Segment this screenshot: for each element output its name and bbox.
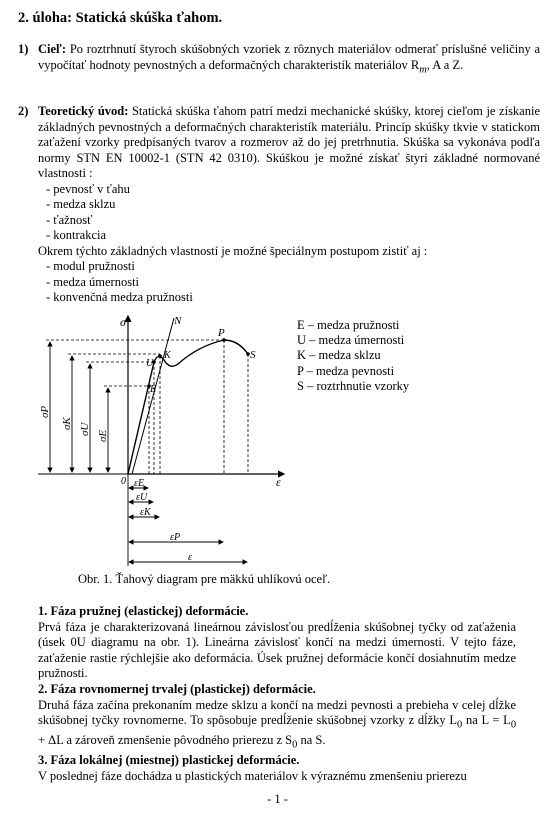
origin-label: 0 (121, 476, 126, 487)
phase1-title: 1. Fáza pružnej (elastickej) deformácie. (38, 604, 249, 618)
tensile-diagram (28, 306, 328, 574)
section-number: 2) (18, 104, 29, 118)
page-title: 2. úloha: Statická skúška ťahom. (18, 10, 223, 26)
point-k-label: K (164, 350, 171, 361)
epsilon-axis-label: ε (276, 475, 281, 489)
basic-properties-list (38, 182, 540, 244)
phases-section (38, 604, 516, 785)
theory-paragraph (38, 104, 540, 182)
figure-caption: Obr. 1. Ťahový diagram pre mäkkú uhlíkovú oceľ. (78, 572, 331, 586)
eps-u-label: εU (136, 492, 148, 503)
phase2-title: 2. Fáza rovnomernej trvalej (plastickej) deformácie. (38, 681, 316, 696)
sigma-u-label: σU (79, 422, 91, 436)
theory-text: Statická skúška ťahom patrí medzi mechanické skúšky, ktorej cieľom je získanie základných pevnostných a deformačných charakteristík materiálu. Princíp skúšky tkvie v statickom zaťažení vzorky predpísaných tvarov a rozmerov až do jej pretrhnutia. Skúška sa vykonáva podľa normy STN EN 10002-1 (STN 42 0310). Skúškou je možné získať štyri základné normované vlastnosti : (38, 104, 541, 180)
list-item: - ťažnosť (46, 212, 93, 227)
n-line (132, 318, 174, 474)
special-properties-list (38, 259, 540, 306)
sigma-axis-label: σ (120, 315, 126, 329)
goal-label: Cieľ: (38, 42, 67, 56)
list-item: - medza sklzu (46, 197, 116, 211)
section-number: 1) (18, 42, 29, 56)
section-theory (18, 104, 540, 306)
page-number: - 1 - (267, 792, 288, 806)
eps-p-label: εP (170, 532, 181, 543)
legend-item: U – medza úmernosti (297, 333, 405, 348)
goal-paragraph (38, 42, 540, 78)
eps-k-label: εK (140, 507, 151, 518)
eps-total-label: ε (188, 552, 192, 563)
list-item: - konvenčná medza pružnosti (46, 290, 193, 304)
legend-item: K – medza sklzu (297, 348, 381, 363)
legend-item: S – roztrhnutie vzorky (297, 378, 410, 393)
goal-text: Po roztrhnutí štyroch skúšobných vzoriek z rôznych materiálov odmerať príslušné veličiny a vypočítať hodnoty pevnostných a deformačných charakteristík materiálov R (38, 42, 541, 72)
phase3-title: 3. Fáza lokálnej (miestnej) plastickej deformácie. (38, 753, 300, 768)
section-goal (18, 42, 540, 78)
list-item: - medza úmernosti (46, 274, 140, 289)
list-item: - kontrakcia (46, 228, 107, 242)
phase2-text: Druhá fáza začína prekonaním medze sklzu a končí na medzi pevnosti a prebieha v celej dĺžke skúšobnej tyčky rovnomerne. To spôsobuje predĺženie skúšobnej vzorky z dĺžky $L_0$ na $L = L_0 + \Delta L$ a zároveň zmenšenie pôvodného prierezu z $S_0$ na S. (38, 697, 517, 751)
list-item: - modul pružnosti (46, 259, 135, 273)
phase3-text: V poslednej fáze dochádza u plastických materiálov k výraznému zmenšeniu prierezu (38, 768, 467, 783)
legend-item: E – medza pružnosti (297, 318, 400, 332)
special-properties-intro: Okrem týchto základných vlastností je možné špeciálnym postupom zistiť aj : (38, 243, 428, 258)
point-p-label: P (218, 327, 225, 339)
legend-item: P – medza pevnosti (297, 363, 395, 378)
point-e-label: E (150, 384, 157, 395)
diagram-legend (297, 318, 409, 394)
goal-subscript: m (419, 64, 427, 75)
sigma-k-label: σK (61, 417, 73, 430)
theory-label: Teoretický úvod: (38, 104, 129, 118)
goal-text-end: , A a Z. (426, 57, 464, 72)
phase1-text: Prvá fáza je charakterizovaná lineárnou závislosťou predĺženia skúšobnej tyčky od zaťaženia (úsek 0U diagramu na obr. 1). Lineárna závislosť končí na medzi úmernosti. V tejto fáze, zaťaženie rastie rýchlejšie ako deformácia. Úsek pružnej deformácie končí dosiahnutím medze pružnosti. (38, 619, 516, 681)
point-s-label: S (250, 349, 256, 361)
sigma-e-label: σE (97, 429, 109, 442)
sigma-dimensions (38, 342, 128, 474)
sigma-p-label: σP (39, 405, 51, 418)
point-u-label: U (146, 358, 154, 369)
n-label: N (174, 315, 182, 327)
eps-e-label: εE (134, 478, 145, 489)
list-item: - pevnosť v ťahu (46, 181, 130, 196)
